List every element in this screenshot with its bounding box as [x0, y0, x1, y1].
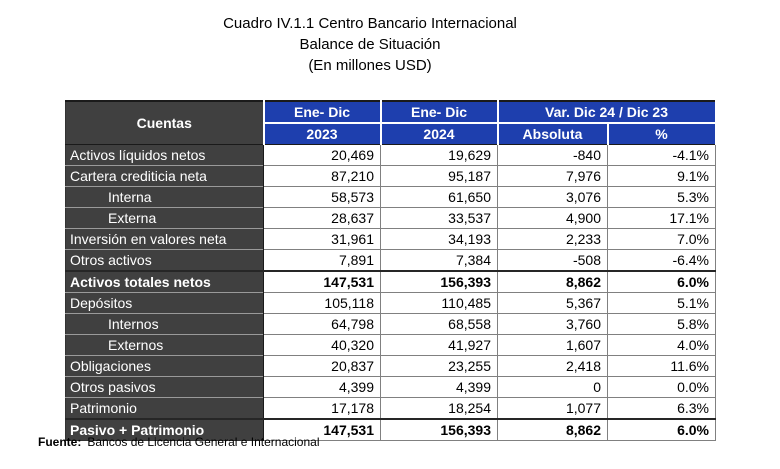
column-header-2023-period: Ene- Dic	[264, 101, 381, 123]
table-row	[66, 250, 716, 272]
table-row	[66, 377, 716, 398]
value-2023: 7,891	[264, 250, 381, 272]
column-header-2024-year: 2024	[381, 123, 498, 145]
table-row	[66, 166, 716, 187]
table-row	[66, 271, 716, 293]
value-2024: 7,384	[381, 250, 498, 272]
value-2023: 28,637	[264, 208, 381, 229]
value-2024: 23,255	[381, 356, 498, 377]
value-pct: 5.1%	[608, 293, 716, 314]
value-pct: 4.0%	[608, 335, 716, 356]
row-label: Externa	[66, 208, 264, 229]
row-label: Interna	[66, 187, 264, 208]
column-header-pct: %	[608, 123, 716, 145]
value-pct: 6.0%	[608, 271, 716, 293]
table-row	[66, 335, 716, 356]
title-line-1: Cuadro IV.1.1 Centro Bancario Internacional	[223, 15, 517, 32]
row-label: Inversión en valores neta	[66, 229, 264, 250]
row-label: Cartera crediticia neta	[66, 166, 264, 187]
value-2024: 33,537	[381, 208, 498, 229]
row-label: Otros activos	[66, 250, 264, 272]
value-absoluta: 8,862	[498, 419, 608, 441]
value-2023: 64,798	[264, 314, 381, 335]
row-label: Obligaciones	[66, 356, 264, 377]
value-2024: 156,393	[381, 419, 498, 441]
value-absoluta: 2,418	[498, 356, 608, 377]
value-pct: 5.3%	[608, 187, 716, 208]
row-label: Otros pasivos	[66, 377, 264, 398]
value-2024: 61,650	[381, 187, 498, 208]
value-absoluta: 4,900	[498, 208, 608, 229]
value-pct: 5.8%	[608, 314, 716, 335]
source-note	[38, 435, 320, 449]
value-absoluta: 3,760	[498, 314, 608, 335]
value-2023: 87,210	[264, 166, 381, 187]
value-absoluta: 7,976	[498, 166, 608, 187]
value-2024: 19,629	[381, 145, 498, 166]
value-2023: 20,837	[264, 356, 381, 377]
value-2024: 156,393	[381, 271, 498, 293]
column-header-cuentas: Cuentas	[66, 101, 264, 145]
value-absoluta: 3,076	[498, 187, 608, 208]
value-2023: 31,961	[264, 229, 381, 250]
source-text: Bancos de Licencia General e Internacional	[87, 435, 320, 449]
value-2023: 58,573	[264, 187, 381, 208]
table-row	[66, 208, 716, 229]
value-absoluta: 8,862	[498, 271, 608, 293]
table-row	[66, 187, 716, 208]
value-pct: 7.0%	[608, 229, 716, 250]
value-2024: 4,399	[381, 377, 498, 398]
row-label: Activos totales netos	[66, 271, 264, 293]
value-2024: 110,485	[381, 293, 498, 314]
balance-table	[65, 100, 717, 441]
value-absoluta: -508	[498, 250, 608, 272]
value-2023: 17,178	[264, 398, 381, 420]
table-body	[66, 145, 716, 441]
value-2024: 41,927	[381, 335, 498, 356]
row-label: Activos líquidos netos	[66, 145, 264, 166]
value-pct: -6.4%	[608, 250, 716, 272]
row-label: Internos	[66, 314, 264, 335]
row-label: Patrimonio	[66, 398, 264, 420]
title-line-2: Balance de Situación	[299, 36, 441, 53]
row-label: Externos	[66, 335, 264, 356]
value-pct: 11.6%	[608, 356, 716, 377]
table-row	[66, 145, 716, 166]
column-header-2024-period: Ene- Dic	[381, 101, 498, 123]
column-header-absoluta: Absoluta	[498, 123, 608, 145]
value-2023: 4,399	[264, 377, 381, 398]
value-2024: 18,254	[381, 398, 498, 420]
value-pct: 17.1%	[608, 208, 716, 229]
value-pct: -4.1%	[608, 145, 716, 166]
value-pct: 9.1%	[608, 166, 716, 187]
table-row	[66, 229, 716, 250]
column-header-2023-year: 2023	[264, 123, 381, 145]
value-pct: 6.3%	[608, 398, 716, 420]
value-absoluta: 1,077	[498, 398, 608, 420]
value-2023: 147,531	[264, 271, 381, 293]
value-2023: 147,531	[264, 419, 381, 441]
value-2024: 68,558	[381, 314, 498, 335]
page-title	[0, 13, 740, 76]
value-pct: 0.0%	[608, 377, 716, 398]
value-pct: 6.0%	[608, 419, 716, 441]
row-label: Pasivo + Patrimonio	[66, 419, 264, 441]
value-absoluta: 0	[498, 377, 608, 398]
column-header-variation: Var. Dic 24 / Dic 23	[498, 101, 716, 123]
value-absoluta: 1,607	[498, 335, 608, 356]
value-absoluta: -840	[498, 145, 608, 166]
row-label: Depósitos	[66, 293, 264, 314]
value-absoluta: 5,367	[498, 293, 608, 314]
table-row	[66, 356, 716, 377]
table-row	[66, 398, 716, 420]
value-absoluta: 2,233	[498, 229, 608, 250]
value-2023: 40,320	[264, 335, 381, 356]
source-label: Fuente:	[38, 435, 82, 449]
table-row	[66, 314, 716, 335]
value-2023: 105,118	[264, 293, 381, 314]
value-2024: 34,193	[381, 229, 498, 250]
title-line-3: (En millones USD)	[308, 57, 432, 74]
table-header	[66, 101, 716, 145]
value-2024: 95,187	[381, 166, 498, 187]
value-2023: 20,469	[264, 145, 381, 166]
table-row	[66, 293, 716, 314]
